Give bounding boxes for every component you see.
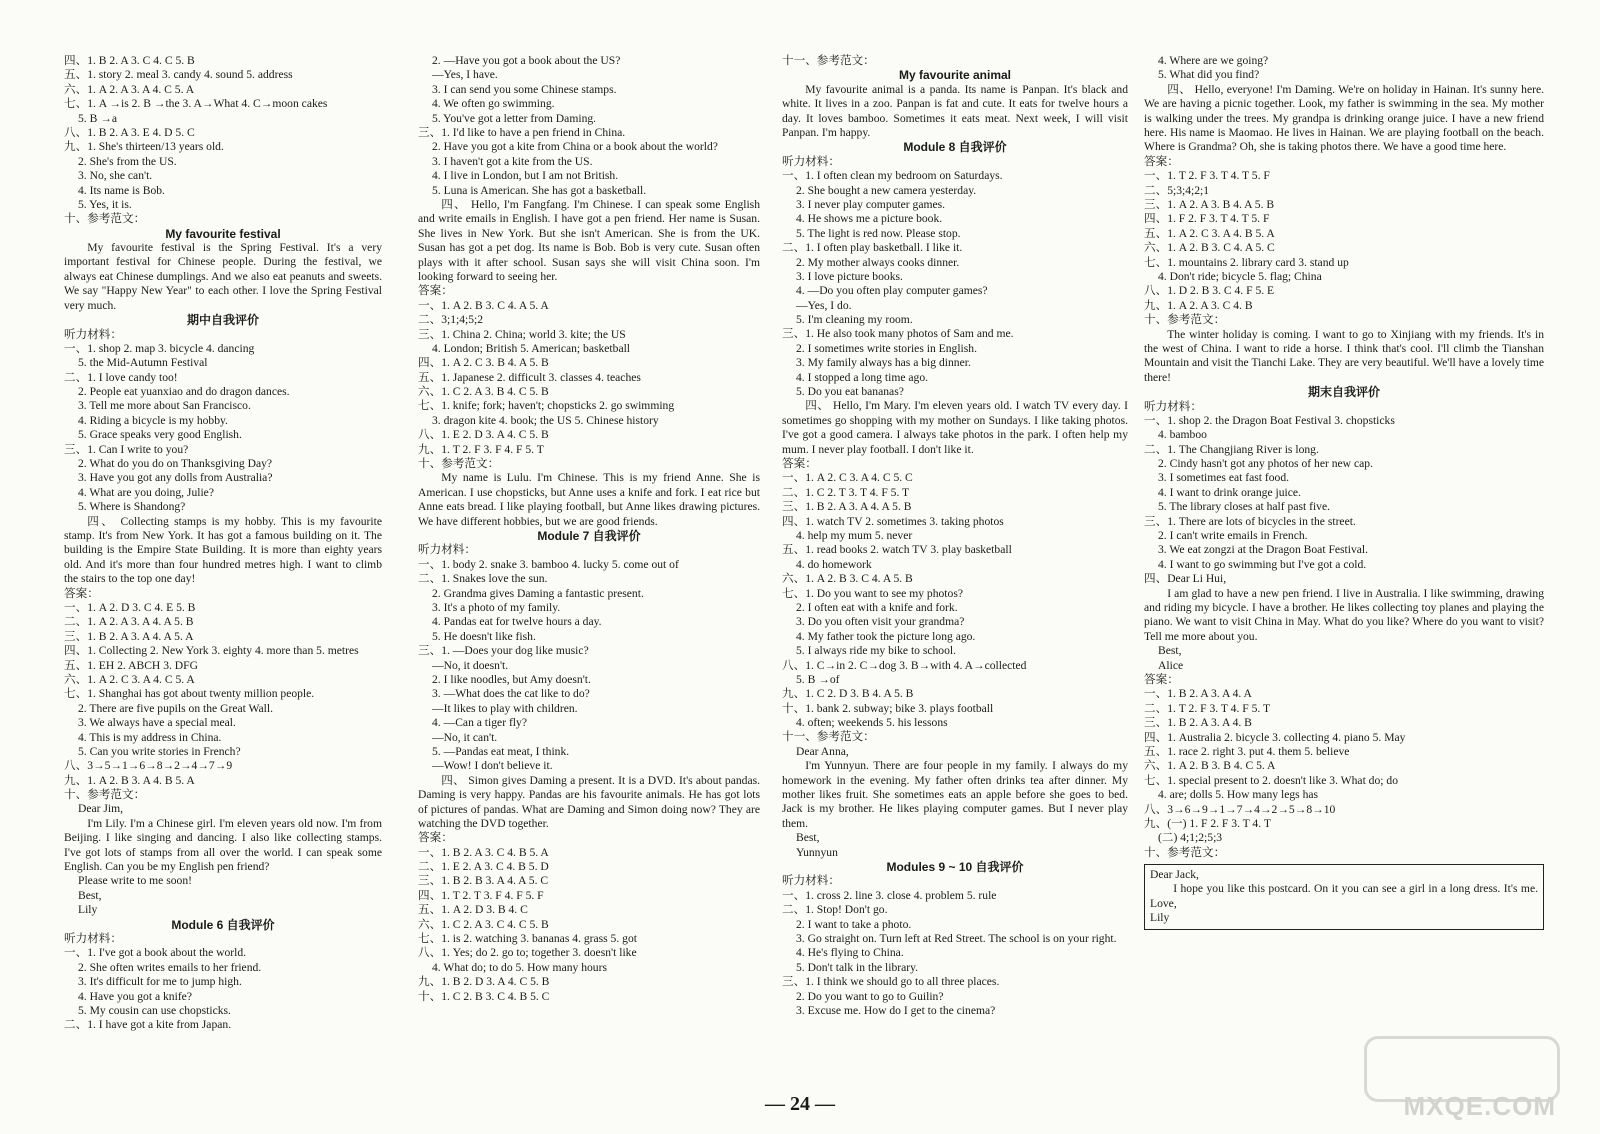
- text-line: 2. Cindy hasn't got any photos of her new cap.: [1158, 457, 1373, 471]
- text-line: 4. do homework: [796, 557, 872, 571]
- text-line: 2. I want to take a photo.: [796, 917, 912, 931]
- text-line: 5. the Mid-Autumn Festival: [78, 356, 208, 370]
- text-line: 2. My mother always cooks dinner.: [796, 255, 960, 269]
- text-line: 4. —Do you often play computer games?: [796, 284, 988, 298]
- text-line: 3. We always have a special meal.: [78, 716, 236, 730]
- text-line: 2. People eat yuanxiao and do dragon dances.: [78, 385, 290, 399]
- text-line: Please write to me soon!: [78, 874, 192, 888]
- text-line: Love,: [1150, 896, 1177, 910]
- text-line: 一、1. cross 2. line 3. close 4. problem 5. rule: [782, 888, 997, 902]
- text-line: 三、1. A 2. A 3. B 4. A 5. B: [1144, 197, 1275, 211]
- text-line: 九、1. B 2. D 3. A 4. C 5. B: [418, 975, 550, 989]
- text-line: 3. No, she can't.: [78, 169, 153, 183]
- text-line: Yunnyun: [796, 845, 838, 859]
- text-line: 十、参考范文：: [1144, 313, 1226, 327]
- text-line: 二、1. Stop! Don't go.: [782, 903, 888, 917]
- text-line: 答案：: [64, 586, 99, 600]
- text-line: 2. She bought a new camera yesterday.: [796, 183, 977, 197]
- text-line: 5. The library closes at half past five.: [1158, 500, 1331, 514]
- text-line: 4. I live in London, but I am not British.: [432, 169, 619, 183]
- text-line: 2. I can't write emails in French.: [1158, 529, 1308, 543]
- text-line: 八、3→5→1→6→8→2→4→7→9: [64, 759, 233, 773]
- text-line: 十一、参考范文：: [782, 54, 875, 67]
- text-line: Best,: [78, 888, 102, 902]
- text-line: 三、1. I'd like to have a pen friend in China.: [418, 125, 626, 139]
- text-line: 九、1. She's thirteen/13 years old.: [64, 140, 224, 154]
- text-line: 一、1. I often clean my bedroom on Saturdays.: [782, 169, 1003, 183]
- text-line: 2. Grandma gives Daming a fantastic present.: [432, 586, 644, 600]
- text-line: 5. What did you find?: [1158, 68, 1260, 82]
- text-line: Best,: [796, 831, 820, 845]
- text-line: 5. He doesn't like fish.: [432, 629, 536, 643]
- text-line: 三、1. There are lots of bicycles in the street.: [1144, 514, 1356, 528]
- text-line: 4. I want to go swimming but I've got a cold.: [1158, 557, 1367, 571]
- text-line: 2. There are five pupils on the Great Wall.: [78, 701, 274, 715]
- text-line: 二、1. E 2. A 3. C 4. B 5. D: [418, 860, 549, 874]
- text-paragraph: 四、 Hello, I'm Fangfang. I'm Chinese. I can speak some English and write emails in English. I have got a pen friend. Her name is Susan. She lives in New York. But she isn't American. She is from the UK. Susan has got a pet dog. Its name is Bob. Bob is very cute. Susan often plays with it after school. Susan says she will visit China soon. I'm looking forward to seeing her.: [418, 197, 760, 283]
- text-line: 二、1. The Changjiang River is long.: [1144, 442, 1319, 456]
- text-line: 4. This is my address in China.: [78, 730, 222, 744]
- text-line: 5. Where is Shandong?: [78, 500, 186, 514]
- text-line: 十一、参考范文：: [782, 730, 875, 744]
- text-line: 五、1. EH 2. ABCH 3. DFG: [64, 658, 198, 672]
- text-line: 四、1. Australia 2. bicycle 3. collecting 4. piano 5. May: [1144, 730, 1406, 744]
- text-line: —It likes to play with children.: [432, 701, 578, 715]
- text-line: 十、参考范文：: [418, 457, 500, 471]
- text-line: 2. —Have you got a book about the US?: [432, 54, 621, 67]
- text-line: 4. help my mum 5. never: [796, 529, 913, 543]
- text-line: 二、1. A 2. A 3. A 4. A 5. B: [64, 615, 194, 629]
- text-line: 八、1. E 2. D 3. A 4. C 5. B: [418, 428, 549, 442]
- text-line: 答案：: [1144, 673, 1179, 686]
- column-1: [64, 54, 382, 1033]
- text-line: 5. I'm cleaning my room.: [796, 313, 913, 327]
- text-line: 4. What are you doing, Julie?: [78, 485, 214, 499]
- text-line: 一、1. A 2. B 3. C 4. A 5. A: [418, 298, 549, 312]
- text-line: 四、1. Collecting 2. New York 3. eighty 4. more than 5. metres: [64, 644, 359, 658]
- text-line: 九、(一) 1. F 2. F 3. T 4. T: [1144, 816, 1271, 830]
- text-line: —Yes, I have.: [432, 68, 498, 82]
- column-3: [782, 54, 1128, 1018]
- text-line: 二、1. C 2. T 3. T 4. F 5. T: [782, 485, 910, 499]
- text-line: 五、1. race 2. right 3. put 4. them 5. believe: [1144, 744, 1350, 758]
- text-line: 一、1. body 2. snake 3. bamboo 4. lucky 5. come out of: [418, 557, 679, 571]
- text-line: 四、Dear Li Hui,: [1144, 572, 1227, 586]
- text-line: 3. Excuse me. How do I get to the cinema?: [796, 1004, 996, 1017]
- text-line: —No, it can't.: [432, 730, 498, 744]
- column-4: [1144, 54, 1544, 934]
- text-paragraph: 四、 Simon gives Daming a present. It is a DVD. It's about pandas. Daming is very happy. Pandas are his favourite animals. He has got lots of pictures of pandas. What are Daming and Simon doing now? They are watching the DVD together.: [418, 773, 760, 830]
- section-title: My favourite animal: [898, 68, 1012, 83]
- text-paragraph: My name is Lulu. I'm Chinese. This is my friend Anne. She is American. I use chopsticks, but Anne uses a knife and fork. I eat rice but Anne eats bread. I like playing football, but Anne likes drawing pictures. We have different hobbies, but we are good friends.: [418, 471, 760, 528]
- text-line: 2. What do you do on Thanksgiving Day?: [78, 457, 273, 471]
- text-line: 3. It's difficult for me to jump high.: [78, 975, 242, 989]
- text-paragraph: 四、 Hello, I'm Mary. I'm eleven years old. I watch TV every day. I sometimes go shopping with my mother on Sundays. I like taking photos. I've got a good camera. I always take photos in the park. I often help my mum. I never play football. I don't like it.: [782, 399, 1128, 456]
- text-line: 3. I sometimes eat fast food.: [1158, 471, 1290, 485]
- text-line: 5. You've got a letter from Daming.: [432, 111, 597, 125]
- text-line: 5. Do you eat bananas?: [796, 385, 904, 399]
- text-paragraph: I hope you like this postcard. On it you can see a girl in a long dress. It's me.: [1173, 882, 1538, 896]
- text-line: Lily: [1150, 911, 1170, 925]
- text-line: 五、1. Japanese 2. difficult 3. classes 4. teaches: [418, 370, 641, 384]
- text-paragraph: My favourite animal is a panda. Its name is Panpan. It's black and white. It lives in a zoo. Panpan is fat and cute. It eats for twelve hours a day. It loves bamboo. Sometimes it eats meat. Next week, I will visit Panpan. I'm happy.: [782, 82, 1128, 139]
- text-line: 4. Its name is Bob.: [78, 183, 165, 197]
- text-line: 五、1. read books 2. watch TV 3. play basketball: [782, 543, 1012, 557]
- text-line: Lily: [78, 903, 98, 917]
- text-line: 3. I haven't got a kite from the US.: [432, 154, 593, 168]
- section-title: Module 8 自我评价: [903, 140, 1007, 155]
- text-line: 一、1. A 2. C 3. A 4. C 5. C: [782, 471, 913, 485]
- text-line: 2. Do you want to go to Guilin?: [796, 989, 944, 1003]
- text-line: 2. Have you got a kite from China or a book about the world?: [432, 140, 718, 154]
- text-line: 2. She's from the US.: [78, 154, 177, 168]
- text-line: 四、1. watch TV 2. sometimes 3. taking photos: [782, 514, 1004, 528]
- text-line: 5. I always ride my bike to school.: [796, 644, 957, 658]
- text-line: 二、1. T 2. F 3. T 4. F 5. T: [1144, 701, 1271, 715]
- text-line: 听力材料：: [782, 874, 840, 888]
- text-line: —Yes, I do.: [796, 298, 852, 312]
- text-line: 5. —Pandas eat meat, I think.: [432, 744, 570, 758]
- text-line: 八、1. C→in 2. C→dog 3. B→with 4. A→collected: [782, 658, 1027, 672]
- text-line: 听力材料：: [64, 327, 122, 341]
- text-line: 五、1. A 2. C 3. A 4. B 5. A: [1144, 226, 1275, 240]
- text-paragraph: The winter holiday is coming. I want to go to Xinjiang with my friends. It's in the west of China. I want to ride a horse. I think that's cool. I'll climb the Tianshan Mountain and visit the Tianchi Lake. They are very beautiful. We'll have a lovely time there!: [1144, 327, 1544, 384]
- text-line: Best,: [1158, 644, 1182, 658]
- text-line: 5. Luna is American. She has got a basketball.: [432, 183, 647, 197]
- text-line: 六、1. A 2. B 3. C 4. A 5. C: [1144, 241, 1275, 255]
- text-line: 5. My cousin can use chopsticks.: [78, 1004, 231, 1017]
- text-line: 九、1. A 2. B 3. A 4. B 5. A: [64, 773, 195, 787]
- text-line: 3. Have you got any dolls from Australia?: [78, 471, 273, 485]
- text-line: 九、1. C 2. D 3. B 4. A 5. B: [782, 687, 914, 701]
- text-line: Dear Jack,: [1150, 868, 1199, 882]
- text-line: 4. We often go swimming.: [432, 97, 555, 111]
- text-line: 四、1. F 2. F 3. T 4. T 5. F: [1144, 212, 1270, 226]
- section-title: 期中自我评价: [186, 313, 259, 328]
- section-title: Module 6 自我评价: [171, 917, 275, 932]
- text-line: 3. dragon kite 4. book; the US 5. Chinese history: [432, 413, 659, 427]
- text-line: 八、3→6→9→1→7→4→2→5→8→10: [1144, 802, 1336, 816]
- text-line: 六、1. C 2. A 3. C 4. C 5. B: [418, 917, 549, 931]
- text-line: 一、1. I've got a book about the world.: [64, 946, 247, 960]
- text-line: 4. London; British 5. American; basketball: [432, 341, 631, 355]
- text-line: 九、1. T 2. F 3. F 4. F 5. T: [418, 442, 544, 456]
- text-line: 3. We eat zongzi at the Dragon Boat Festival.: [1158, 543, 1369, 557]
- text-line: 4. What do; to do 5. How many hours: [432, 960, 607, 974]
- text-line: 一、1. shop 2. the Dragon Boat Festival 3. chopsticks: [1144, 413, 1395, 427]
- watermark-text: MXQE.COM: [1403, 1091, 1556, 1121]
- text-line: 二、1. I have got a kite from Japan.: [64, 1018, 232, 1032]
- text-line: 5. Don't talk in the library.: [796, 960, 919, 974]
- section-title: My favourite festival: [165, 226, 281, 241]
- text-line: 听力材料：: [782, 154, 840, 168]
- section-title: 期末自我评价: [1307, 385, 1380, 400]
- text-line: (二) 4;1;2;5;3: [1158, 831, 1223, 845]
- text-line: 4. Don't ride; bicycle 5. flag; China: [1158, 269, 1322, 283]
- text-line: 5. Grace speaks very good English.: [78, 428, 242, 442]
- text-line: 七、1. Do you want to see my photos?: [782, 586, 963, 600]
- text-line: 听力材料：: [64, 932, 122, 946]
- text-line: 4. Where are we going?: [1158, 54, 1269, 67]
- text-line: 三、1. B 2. A 3. A 4. B: [1144, 716, 1252, 730]
- text-line: 一、1. B 2. A 3. A 4. A: [1144, 687, 1252, 701]
- text-line: 4. He's flying to China.: [796, 946, 904, 960]
- text-line: 5. Can you write stories in French?: [78, 744, 241, 758]
- text-line: Dear Jim,: [78, 802, 124, 816]
- text-line: 3. I never play computer games.: [796, 197, 946, 211]
- text-line: 十、参考范文：: [64, 788, 146, 802]
- text-line: 二、1. Snakes love the sun.: [418, 572, 548, 586]
- text-line: 4. Pandas eat for twelve hours a day.: [432, 615, 602, 629]
- text-line: 六、1. C 2. A 3. B 4. C 5. B: [418, 385, 549, 399]
- text-line: 4. He shows me a picture book.: [796, 212, 943, 226]
- text-line: 一、1. shop 2. map 3. bicycle 4. dancing: [64, 341, 255, 355]
- text-paragraph: 3. Go straight on. Turn left at Red Street. The school is on your right.: [796, 932, 1117, 946]
- text-line: 一、1. A 2. D 3. C 4. E 5. B: [64, 601, 196, 614]
- text-line: 十、参考范文：: [1144, 845, 1226, 859]
- text-line: 一、1. T 2. F 3. T 4. T 5. F: [1144, 169, 1270, 183]
- text-line: 三、1. B 2. A 3. A 4. A 5. B: [782, 500, 912, 514]
- text-paragraph: I'm Lily. I'm a Chinese girl. I'm eleven years old now. I'm from Beijing. I like singing and dancing. I also like collecting stamps. I've got lots of stamps from all over the world. I can speak some English. Can you be my English pen friend?: [64, 816, 382, 874]
- text-line: —Wow! I don't believe it.: [432, 759, 553, 773]
- text-line: 一、1. B 2. A 3. C 4. B 5. A: [418, 845, 549, 859]
- text-line: 4. —Can a tiger fly?: [432, 716, 527, 730]
- text-line: 六、1. A 2. C 3. A 4. C 5. A: [64, 672, 195, 686]
- text-line: 十、参考范文：: [64, 212, 146, 226]
- text-line: 七、1. special present to 2. doesn't like 3. What do; do: [1144, 773, 1398, 787]
- text-line: —No, it doesn't.: [432, 658, 509, 672]
- text-line: 3. It's a photo of my family.: [432, 601, 561, 614]
- text-line: 二、5;3;4;2;1: [1144, 183, 1210, 197]
- text-line: 5. The light is red now. Please stop.: [796, 226, 961, 240]
- text-paragraph: I'm Yunnyun. There are four people in my family. I always do my homework in the evening. My father often drinks tea after dinner. My mother likes fruit. She sometimes eats an apple before she goes to bed. Jack is my brother. He likes playing computer games. But I never play them.: [782, 759, 1128, 830]
- text-line: 答案：: [418, 831, 453, 845]
- text-line: 七、1. Shanghai has got about twenty million people.: [64, 687, 315, 701]
- text-line: 三、1. He also took many photos of Sam and me.: [782, 327, 1014, 341]
- text-line: 答案：: [1144, 154, 1179, 168]
- text-line: 4. Riding a bicycle is my hobby.: [78, 413, 228, 427]
- text-line: 九、1. A 2. A 3. C 4. B: [1144, 298, 1253, 312]
- text-line: 2. I often eat with a knife and fork.: [796, 600, 958, 614]
- section-title: Module 7 自我评价: [537, 529, 641, 544]
- text-line: 4. My father took the picture long ago.: [796, 629, 976, 643]
- text-line: 八、1. D 2. B 3. C 4. F 5. E: [1144, 284, 1275, 298]
- text-line: 六、1. A 2. A 3. A 4. C 5. A: [64, 82, 195, 96]
- section-title: Modules 9 ~ 10 自我评价: [886, 860, 1024, 875]
- text-line: 三、1. —Does your dog like music?: [418, 644, 589, 658]
- text-line: 4. Have you got a knife?: [78, 989, 192, 1003]
- text-line: 3. I can send you some Chinese stamps.: [432, 82, 617, 96]
- text-line: 3. —What does the cat like to do?: [432, 687, 590, 701]
- text-line: 四、1. B 2. A 3. C 4. C 5. B: [64, 54, 195, 67]
- text-line: 5. Yes, it is.: [78, 197, 132, 211]
- text-line: 三、1. B 2. B 3. A 4. A 5. C: [418, 874, 549, 888]
- text-line: 听力材料：: [418, 543, 476, 557]
- text-line: 七、1. knife; fork; haven't; chopsticks 2. go swimming: [418, 399, 675, 413]
- text-line: 八、1. B 2. A 3. E 4. D 5. C: [64, 125, 195, 139]
- text-line: 七、1. mountains 2. library card 3. stand up: [1144, 255, 1349, 269]
- text-line: 六、1. A 2. B 3. B 4. C 5. A: [1144, 759, 1276, 773]
- text-line: 4. I want to drink orange juice.: [1158, 485, 1301, 499]
- text-line: 五、1. A 2. D 3. B 4. C: [418, 903, 528, 917]
- text-line: 七、1. is 2. watching 3. bananas 4. grass 5. got: [418, 932, 637, 946]
- text-line: 2. She often writes emails to her friend.: [78, 960, 262, 974]
- text-line: 十、1. C 2. B 3. C 4. B 5. C: [418, 989, 550, 1003]
- text-line: 三、1. China 2. China; world 3. kite; the US: [418, 327, 626, 341]
- text-paragraph: 四、 Collecting stamps is my hobby. This is my favourite stamp. It's from New York. It has got a famous building on it. The building is the Empire State Building. It is more than eighty years old. And it's more than four hundred metres high. I want to climb the stairs to the top one day!: [64, 514, 382, 586]
- text-paragraph: 四、 Hello, everyone! I'm Daming. We're on holiday in Hainan. It's sunny here. We are having a picnic together. Look, my father is swimming in the sea. My mother is walking under the trees. My grandpa is drinking orange juice. I have a new friend here. His name is Maomao. He lives in Hainan. We are playing football on the beach. Where is Grandma? Oh, she is taking photos there. We have a good time here.: [1144, 82, 1544, 154]
- text-line: 4. I stopped a long time ago.: [796, 370, 929, 384]
- text-line: 三、1. Can I write to you?: [64, 442, 189, 456]
- text-line: 2. I like noodles, but Amy doesn't.: [432, 672, 591, 686]
- text-line: 四、1. T 2. T 3. F 4. F 5. F: [418, 888, 544, 902]
- text-line: 十、1. bank 2. subway; bike 3. plays football: [782, 701, 994, 715]
- text-paragraph: I am glad to have a new pen friend. I live in Australia. I like swimming, drawing and riding my bicycle. I have a brother. He likes collecting toy planes and playing the piano. We want to visit China in May. What do you like? Where do you want to visit? Tell me more about you.: [1144, 586, 1544, 643]
- text-line: 二、3;1;4;5;2: [418, 313, 484, 327]
- text-line: 3. I love picture books.: [796, 269, 903, 283]
- text-line: 四、1. A 2. C 3. B 4. A 5. B: [418, 356, 549, 370]
- text-line: 5. B →of: [796, 672, 840, 686]
- text-line: 五、1. story 2. meal 3. candy 4. sound 5. address: [64, 68, 293, 82]
- text-line: 4. often; weekends 5. his lessons: [796, 716, 948, 730]
- text-line: 七、1. A →is 2. B →the 3. A→What 4. C→moon cakes: [64, 97, 328, 111]
- text-line: 3. My family always has a big dinner.: [796, 356, 971, 370]
- text-line: 答案：: [418, 284, 453, 298]
- text-line: 二、1. I love candy too!: [64, 370, 178, 384]
- text-line: 3. Tell me more about San Francisco.: [78, 399, 251, 413]
- text-line: 5. B →a: [78, 111, 117, 125]
- text-line: 三、1. I think we should go to all three places.: [782, 975, 1000, 989]
- watermark: [1380, 1036, 1580, 1126]
- text-line: 答案：: [782, 457, 817, 471]
- text-line: 3. Do you often visit your grandma?: [796, 615, 965, 629]
- text-line: 三、1. B 2. A 3. A 4. A 5. A: [64, 629, 194, 643]
- text-line: Dear Anna,: [796, 744, 849, 758]
- text-line: 4. are; dolls 5. How many legs has: [1158, 788, 1319, 802]
- text-line: 4. bamboo: [1158, 428, 1207, 442]
- page-number: — 24 —: [765, 1093, 835, 1115]
- text-line: 八、1. Yes; do 2. go to; together 3. doesn't like: [418, 946, 637, 960]
- sample-essay-box: [1144, 864, 1544, 930]
- text-paragraph: My favourite festival is the Spring Festival. It's a very important festival for Chinese people. During the festival, we always eat Chinese dumplings. And we also eat peanuts and sweets. We say "Happy New Year" to each other. I love the Spring Festival very much.: [64, 241, 382, 312]
- column-2: [418, 54, 760, 1004]
- text-line: 二、1. I often play basketball. I like it.: [782, 241, 963, 255]
- text-line: 听力材料：: [1144, 399, 1202, 413]
- text-line: Alice: [1158, 658, 1184, 672]
- text-line: 六、1. A 2. B 3. C 4. A 5. B: [782, 572, 913, 586]
- text-line: 2. I sometimes write stories in English.: [796, 341, 977, 355]
